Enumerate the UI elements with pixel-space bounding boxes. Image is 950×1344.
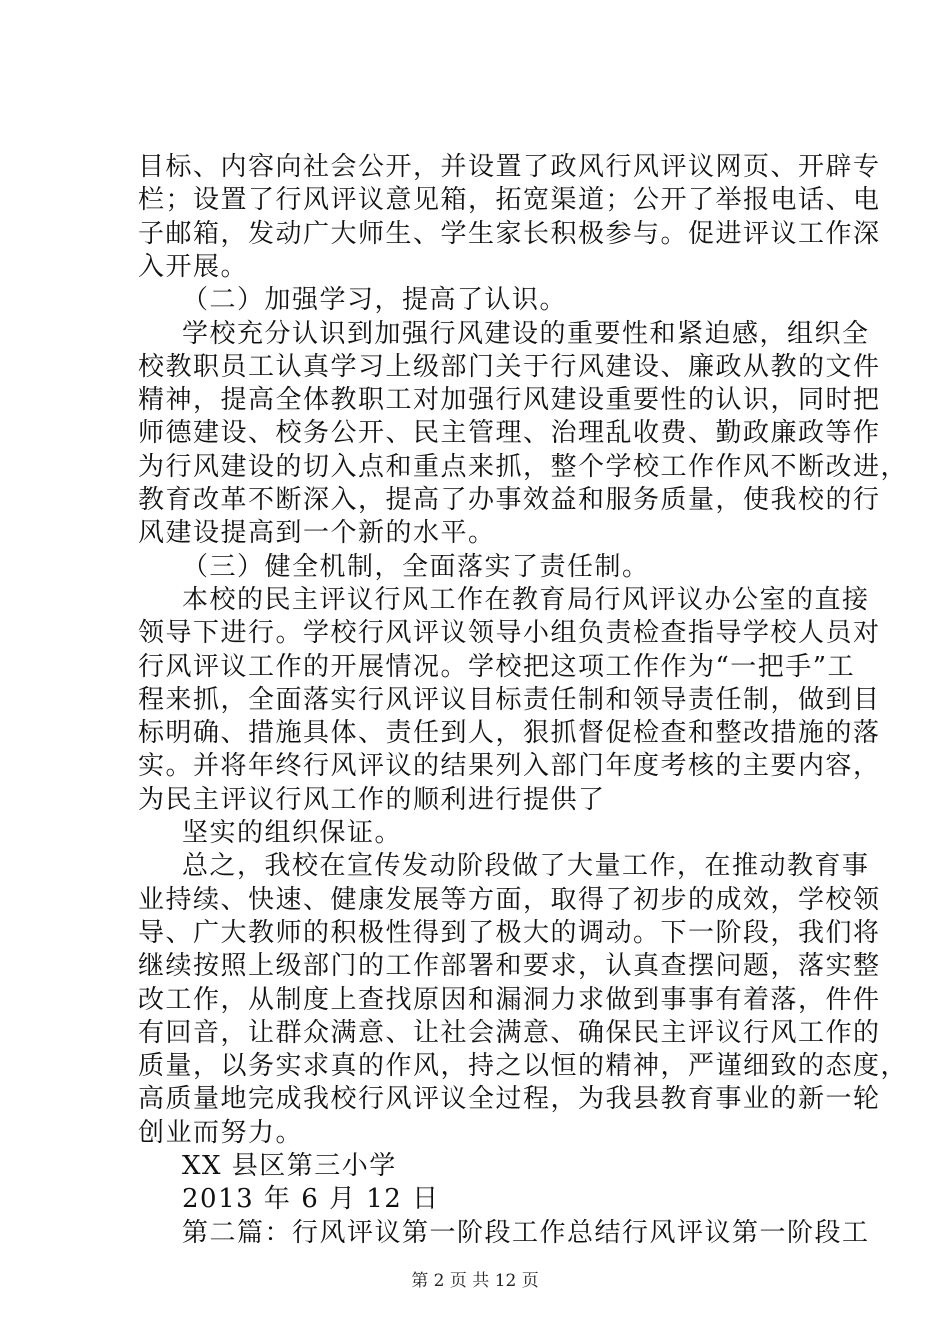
text-line: 导、广大教师的积极性得到了极大的调动。下一阶段，我们将 [138,917,881,948]
text-line: 子邮箱，发动广大师生、学生家长积极参与。促进评议工作深 [138,218,881,249]
page-number-footer: 第 2 页 共 12 页 [411,1271,539,1291]
text-line: 精神，提高全体教职工对加强行风建设重要性的认识，同时把 [138,385,881,416]
text-line: 教育改革不断深入，提高了办事效益和服务质量，使我校的行 [138,485,881,515]
text-line: 风建设提高到一个新的水平。 [138,518,496,549]
text-line: 为行风建设的切入点和重点来抓，整个学校工作作风不断改进， [138,451,909,482]
text-line: 创业而努力。 [138,1117,304,1148]
text-line: 为民主评议行风工作的顺利进行提供了 [138,784,606,815]
text-line: 入开展。 [138,251,249,282]
signature-org: XX 县区第三小学 [182,1151,397,1181]
text-line: 目标、内容向社会公开，并设置了政风行风评议网页、开辟专 [138,152,881,182]
text-line: 程来抓，全面落实行风评议目标责任制和领导责任制，做到目 [138,684,881,715]
text-line: 高质量地完成我校行风评议全过程，为我县教育事业的新一轮 [138,1084,881,1115]
text-line: 质量，以务实求真的作风，持之以恒的精神，严谨细致的态度， [138,1051,909,1082]
text-line: 坚实的组织保证。 [182,818,403,848]
text-line: 标明确、措施具体、责任到人，狠抓督促检查和整改措施的落 [138,718,881,749]
text-line: 学校充分认识到加强行风建设的重要性和紧迫感，组织全 [182,318,870,349]
section-heading: （二）加强学习，提高了认识。 [182,285,568,316]
text-line: 改工作，从制度上查找原因和漏洞力求做到事事有着落，件件 [138,984,881,1015]
text-line: 有回音，让群众满意、让社会满意、确保民主评议行风工作的 [138,1017,881,1048]
text-line: 实。并将年终行风评议的结果列入部门年度考核的主要内容， [138,751,881,782]
section-heading: （三）健全机制，全面落实了责任制。 [182,551,650,582]
next-section-title: 第二篇：行风评议第一阶段工作总结行风评议第一阶段工 [182,1217,870,1248]
text-line: 领导下进行。学校行风评议领导小组负责检查指导学校人员对 [138,618,881,649]
text-line: 业持续、快速、健康发展等方面，取得了初步的成效，学校领 [138,884,881,915]
text-line: 本校的民主评议行风工作在教育局行风评议办公室的直接 [182,584,870,615]
text-line: 继续按照上级部门的工作部署和要求，认真查摆问题，落实整 [138,951,881,982]
text-line: 总之，我校在宣传发动阶段做了大量工作，在推动教育事 [182,851,870,882]
text-line: 行风评议工作的开展情况。学校把这项工作作为“一把手”工 [138,651,856,682]
text-line: 栏；设置了行风评议意见箱，拓宽渠道；公开了举报电话、电 [138,185,881,216]
signature-date: 2013 年 6 月 12 日 [182,1184,440,1215]
text-line: 校教职员工认真学习上级部门关于行风建设、廉政从教的文件 [138,351,881,382]
text-line: 师德建设、校务公开、民主管理、治理乱收费、勤政廉政等作 [138,418,881,449]
